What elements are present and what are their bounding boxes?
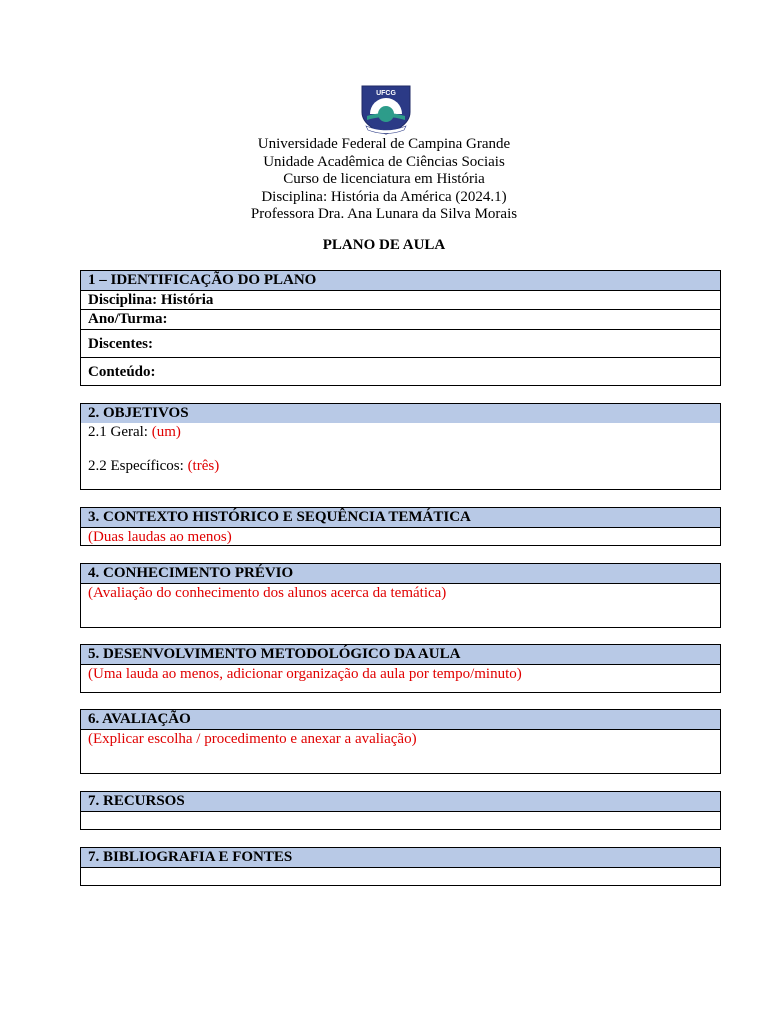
row-ano-turma: Ano/Turma: [81,310,720,330]
objetivo-especificos [81,457,720,475]
section-avaliacao [80,709,721,774]
header-line-course: Curso de licenciatura em História [283,171,485,187]
avaliacao-note: (Explicar escolha / procedimento e anexar a avaliação) [88,731,417,747]
section-desenvolvimento [80,644,721,693]
objetivo-geral [81,423,720,441]
section-contexto [80,507,721,546]
ufcg-logo [358,84,414,136]
section-title: 7. BIBLIOGRAFIA E FONTES [81,848,720,868]
section-title: 6. AVALIAÇÃO [81,710,720,730]
section-title: 2. OBJETIVOS [81,404,720,423]
header-line-discipline: Disciplina: História da América (2024.1) [261,188,507,205]
section-conhecimento [80,563,721,628]
section-bibliografia [80,847,721,886]
row-disciplina: Disciplina: História [81,291,720,310]
header-line-unit: Unidade Acadêmica de Ciências Sociais [263,153,505,170]
plan-title: PLANO DE AULA [322,237,446,253]
objetivo-especificos-note: (três) [187,458,220,474]
conhecimento-note: (Avaliação do conhecimento dos alunos acerca da temática) [88,585,447,601]
desenvolvimento-note: (Uma lauda ao menos, adicionar organização da aula por tempo/minuto) [88,666,522,682]
header-line-professor: Professora Dra. Ana Lunara da Silva Morais [250,206,518,222]
section-title: 3. CONTEXTO HISTÓRICO E SEQUÊNCIA TEMÁTICA [81,508,720,528]
objetivo-geral-label: 2.1 Geral: [88,424,152,440]
section-title: 4. CONHECIMENTO PRÉVIO [81,564,720,584]
header-line-university: Universidade Federal de Campina Grande [257,136,511,152]
institution-header [0,136,768,224]
section-identificacao [80,270,721,386]
section-objetivos [80,403,721,490]
objetivo-especificos-label: 2.2 Específicos: [88,458,188,474]
section-title: 7. RECURSOS [81,792,720,812]
row-conteudo: Conteúdo: [88,364,156,380]
contexto-note: (Duas laudas ao menos) [88,529,232,545]
section-recursos [80,791,721,830]
row-discentes: Discentes: [81,330,720,358]
section-title: 1 – IDENTIFICAÇÃO DO PLANO [81,271,720,291]
logo-text: UFCG [376,90,396,97]
objetivo-geral-note: (um) [151,424,181,440]
section-title: 5. DESENVOLVIMENTO METODOLÓGICO DA AULA [81,645,720,665]
